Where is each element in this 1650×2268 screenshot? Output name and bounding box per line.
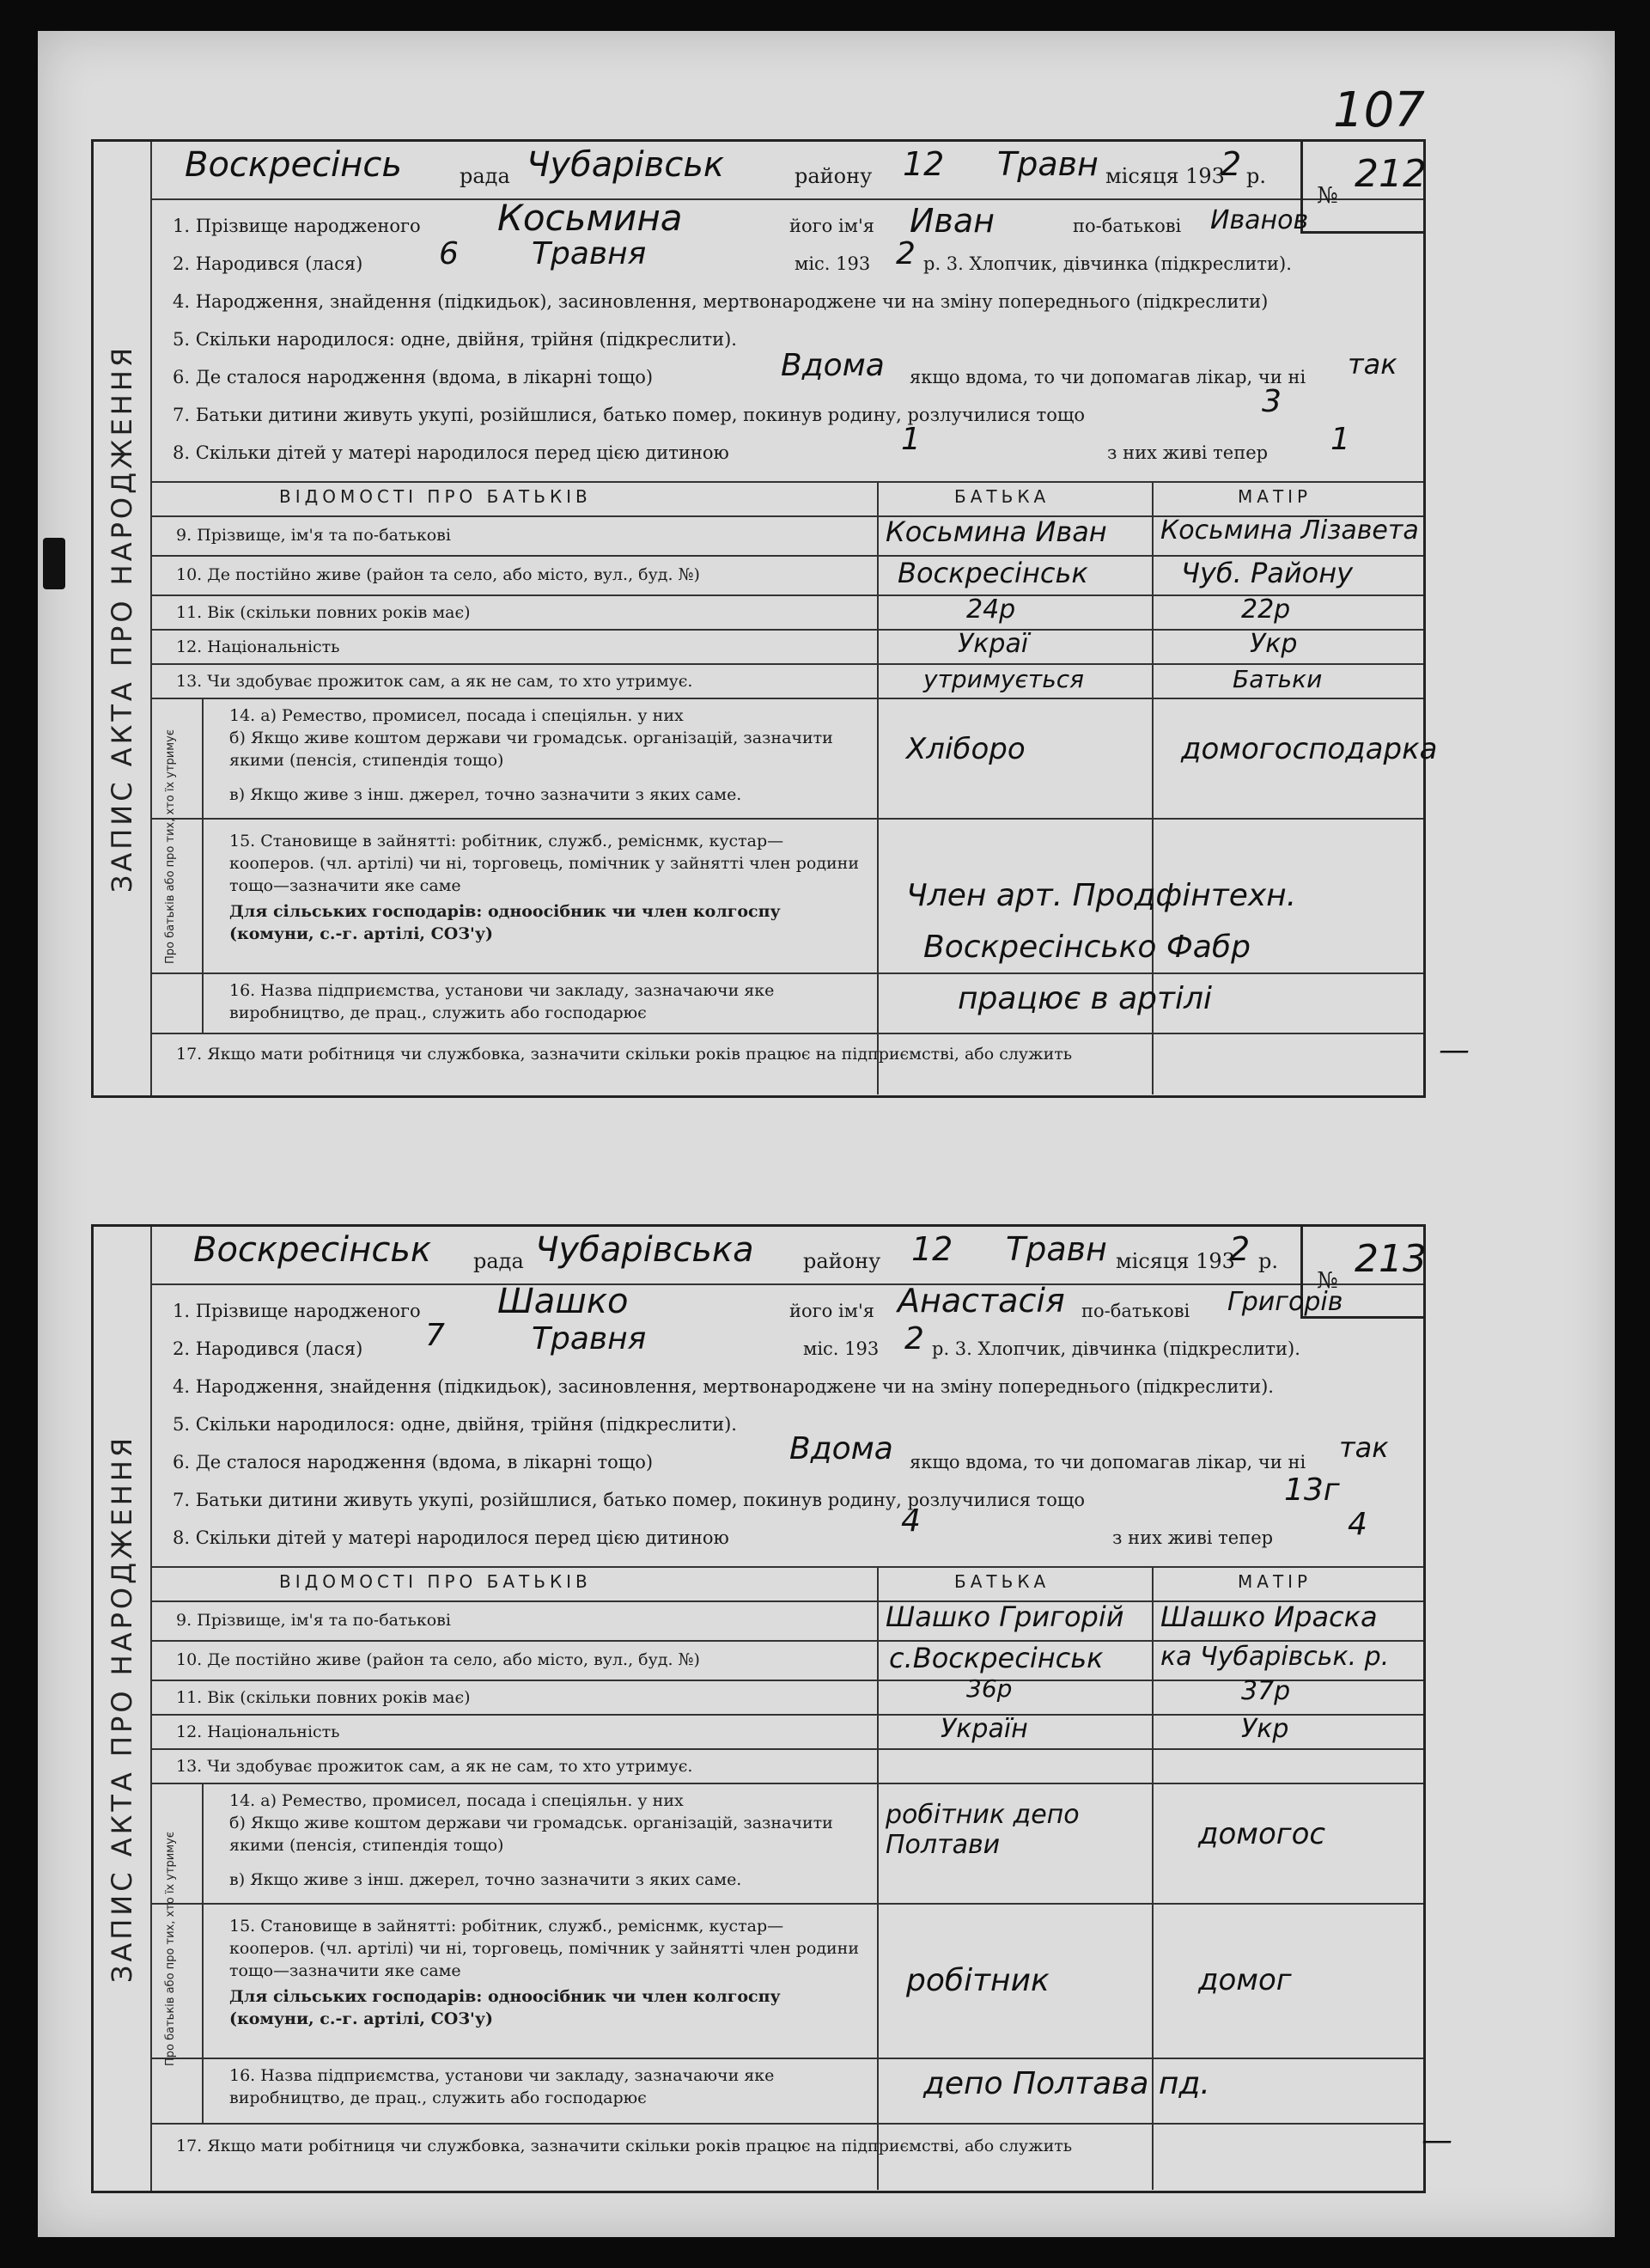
father-age: 24р [966, 594, 1016, 625]
council-hw: Воскресінськ [193, 1230, 432, 1270]
line-5: 5. Скільки народилося: одне, двійня, трійня (підкреслити). [173, 329, 737, 350]
mother-age: 37р [1241, 1676, 1291, 1706]
council-label: рада [473, 1249, 524, 1273]
line-2-year-label: міс. 193 [803, 1338, 880, 1359]
table-row: 9. Прізвище, ім'я та по-батькові Шашко Григорій Шашко Ираска [150, 1600, 1423, 1642]
workplace: депо Полтава пд. [923, 2066, 1210, 2101]
line-8-mid: з них живі тепер [1107, 442, 1269, 463]
mother-col-head: МАТІР [1238, 1571, 1312, 1592]
day-hw: 12 [903, 145, 945, 183]
birth-record-form-1 [91, 139, 1470, 1098]
birth-record-form-2 [91, 1224, 1452, 2193]
birth-month: Травня [532, 236, 647, 271]
line-2-rest: р. 3. Хлопчик, дівчинка (підкреслити). [932, 1338, 1300, 1359]
table-header-row [150, 483, 1423, 517]
doctor-helped: так [1339, 1431, 1389, 1464]
line-2-label: 2. Народився (лася) [173, 1338, 363, 1359]
line-6-rest: якщо вдома, то чи допомагав лікар, чи ні [910, 1452, 1306, 1472]
mother-col-head: МАТІР [1238, 486, 1312, 507]
line-4: 4. Народження, знайдення (підкидьок), засиновлення, мертвонароджене чи на зміну попереднього (підкреслити). [173, 1376, 1274, 1397]
month-label: місяця 193 [1116, 1249, 1235, 1273]
sidebar [94, 142, 152, 1095]
sidebar-title: ЗАПИС АКТА ПРО НАРОДЖЕННЯ [106, 344, 138, 893]
father-residence: Воскресінськ [898, 557, 1088, 589]
child-name: Анастасія [898, 1282, 1065, 1320]
table-row: 14. а) Ремество, промисел, посада і спеціяльн. у них б) Якщо живе коштом держави чи громадськ. організацій, зазначити якими (пенсія, стипендія тощо) в) Якщо живе з інш. джерел, точно зазначити з яких саме. робітник депо Полтави домогос [150, 1783, 1423, 1905]
table-title: ВІДОМОСТІ ПРО БАТЬКІВ [279, 486, 592, 507]
month-hw: Травн [1006, 1230, 1107, 1268]
child-patronymic: Григорів [1227, 1287, 1343, 1317]
line-1-label: 1. Прізвище народженого [173, 1301, 421, 1321]
line-2-year-label: міс. 193 [795, 253, 871, 274]
table-title: ВІДОМОСТІ ПРО БАТЬКІВ [279, 1571, 592, 1592]
children-alive: 4 [1348, 1507, 1367, 1542]
council-hw: Воскресінсь [185, 145, 402, 185]
line-8-label: 8. Скільки дітей у матері народилося перед цією дитиною [173, 442, 729, 463]
parents-status: 3 [1262, 384, 1282, 419]
father-age: 36р [966, 1674, 1013, 1703]
mother-occupation: домогосподарка [1181, 732, 1438, 766]
children-alive: 1 [1330, 422, 1350, 457]
mother-years-work: — [1439, 1033, 1470, 1068]
punch-hole [43, 538, 65, 589]
father-col-head: БАТЬКА [954, 486, 1050, 507]
father-employment: робітник [906, 1963, 1050, 1998]
birth-year: 2 [896, 236, 916, 271]
sidebar-sub: Про батьків або про тих, хто їх утримує [164, 1832, 177, 2066]
mother-support: Батьки [1233, 665, 1323, 693]
record-number: 213 [1355, 1237, 1427, 1281]
employment-status-2: Воскресінсько Фабр [923, 930, 1251, 965]
doctor-helped: так [1348, 348, 1397, 381]
father-nationality: Україн [941, 1714, 1028, 1744]
line-4: 4. Народження, знайдення (підкидьок), засиновлення, мертвонароджене чи на зміну попереднього (підкреслити) [173, 291, 1269, 312]
line-6-label: 6. Де сталося народження (вдома, в лікарні тощо) [173, 367, 654, 387]
mother-nationality: Укр [1241, 1714, 1289, 1744]
table-row: 10. Де постійно живе (район та село, або місто, вул., буд. №) Воскресінськ Чуб. Району [150, 555, 1423, 596]
line-8-mid: з них живі тепер [1112, 1527, 1274, 1548]
number-sign: № [1317, 183, 1338, 209]
birth-place: Вдома [789, 1431, 893, 1466]
birth-month: Травня [532, 1321, 647, 1357]
father-occupation: робітник депо Полтави [886, 1800, 1080, 1860]
father-col-head: БАТЬКА [954, 1571, 1050, 1592]
header [150, 142, 1423, 200]
table-row: 17. Якщо мати робітниця чи службовка, зазначити скільки років працює на підприємстві, або служить — [176, 1033, 1470, 1068]
line-8-label: 8. Скільки дітей у матері народилося перед цією дитиною [173, 1527, 729, 1548]
sidebar-title: ЗАПИС АКТА ПРО НАРОДЖЕННЯ [106, 1434, 138, 1984]
parents-table [150, 481, 1470, 1094]
year-hw: 2 [1221, 145, 1242, 183]
mother-age: 22р [1241, 594, 1291, 625]
father-nationality: Украї [958, 629, 1029, 659]
record-number: 212 [1355, 152, 1427, 196]
line-2-rest: р. 3. Хлопчик, дівчинка (підкреслити). [923, 253, 1292, 274]
father-residence: с.Воскресінськ [889, 1642, 1104, 1674]
table-row: 12. Національність Украї Укр [150, 629, 1423, 665]
number-sign: № [1317, 1268, 1338, 1294]
table-row: 16. Назва підприємства, установи чи закладу, зазначаючи яке виробництво, де прац., служить або господарює працює в артілі [150, 972, 1423, 1034]
table-row: 13. Чи здобуває прожиток сам, а як не сам, то хто утримує. [150, 1748, 1423, 1784]
table-row: 16. Назва підприємства, установи чи закладу, зазначаючи яке виробництво, де прац., служить або господарює депо Полтава пд. [150, 2058, 1423, 2125]
father-support: утримується [923, 665, 1084, 693]
father-occupation: Хліборо [906, 732, 1026, 766]
sidebar [94, 1227, 152, 2191]
day-hw: 12 [911, 1230, 953, 1268]
line-1-pat-label: по-батькові [1073, 216, 1182, 236]
header [150, 1227, 1423, 1285]
birth-year: 2 [904, 1321, 924, 1357]
employment-status: Член арт. Продфінтехн. [906, 878, 1297, 913]
child-surname: Шашко [497, 1282, 629, 1321]
parents-status: 13г [1284, 1472, 1340, 1508]
month-label: місяця 193 [1105, 164, 1225, 188]
child-patronymic: Иванов [1210, 205, 1309, 235]
council-label: рада [460, 164, 510, 188]
mother-nationality: Укр [1250, 629, 1298, 659]
table-row: 15. Становище в зайнятті: робітник, служб., реміснмк, кустар—кооперов. (чл. артілі) чи ні, торговець, помічник у зайнятті член родини тощо—зазначити яке саме Для сільських господарів: одноосібник чи член колгоспу (комуни, с.-г. артілі, СОЗ'у) робітник домог [150, 1903, 1423, 2059]
table-header-row [150, 1568, 1423, 1602]
year-label: р. [1258, 1249, 1278, 1273]
birth-day: 6 [439, 236, 459, 271]
mother-name: Косьмина Лізавета [1160, 515, 1419, 546]
prior-children: 1 [901, 422, 921, 457]
mother-occupation: домогос [1198, 1817, 1326, 1851]
line-1-pat-label: по-батькові [1081, 1301, 1190, 1321]
line-6-label: 6. Де сталося народження (вдома, в лікарні тощо) [173, 1452, 654, 1472]
prior-children: 4 [901, 1503, 921, 1539]
sidebar-sub: Про батьків або про тих, хто їх утримує [164, 729, 177, 964]
district-hw: Чубарівськ [527, 145, 725, 185]
father-name: Шашко Григорій [886, 1600, 1124, 1633]
line-7-label: 7. Батьки дитини живуть укупі, розійшлися, батько помер, покинув родину, розлучилися тощо [173, 405, 1086, 425]
workplace: працює в артілі [958, 981, 1213, 1016]
table-row: 14. а) Ремество, промисел, посада і спеціяльн. у них б) Якщо живе коштом держави чи громадськ. організацій, зазначити якими (пенсія, стипендія тощо) в) Якщо живе з інш. джерел, точно зазначити з яких саме. Хліборо домогосподарка [150, 698, 1423, 820]
month-hw: Травн [997, 145, 1099, 183]
line-2-label: 2. Народився (лася) [173, 253, 363, 274]
district-hw: Чубарівська [535, 1230, 754, 1270]
line-1-label: 1. Прізвище народженого [173, 216, 421, 236]
mother-residence: Чуб. Району [1181, 557, 1354, 589]
year-label: р. [1246, 164, 1266, 188]
father-name: Косьмина Иван [886, 515, 1107, 548]
line-7-label: 7. Батьки дитини живуть укупі, розійшлися, батько помер, покинув родину, розлучилися тощо [173, 1490, 1086, 1510]
folio-number: 107 [1333, 82, 1425, 138]
table-row: 15. Становище в зайнятті: робітник, служб., реміснмк, кустар—кооперов. (чл. артілі) чи ні, торговець, помічник у зайнятті член родини тощо—зазначити яке саме Для сільських господарів: одноосібник чи член колгоспу (комуни, с.-г. артілі, СОЗ'у) Член арт. Продфінтехн. Воскресінсько Фабр [150, 818, 1423, 974]
table-row: 13. Чи здобуває прожиток сам, а як не сам, то хто утримує. утримується Батьки [150, 663, 1423, 699]
record-number-box [1300, 139, 1426, 234]
table-row: 11. Вік (скільки повних років має) 36р 37р [150, 1680, 1423, 1716]
table-row: 12. Національність Україн Укр [150, 1714, 1423, 1750]
table-row: 17. Якщо мати робітниця чи службовка, зазначити скільки років працює на підприємстві, або служить — [176, 2123, 1452, 2158]
mother-employment: домог [1198, 1963, 1292, 1997]
mother-name: Шашко Ираска [1160, 1600, 1378, 1633]
mother-residence: ка Чубарівськ. р. [1160, 1642, 1390, 1672]
child-name: Иван [910, 202, 995, 240]
mother-years-work: — [1422, 2123, 1452, 2158]
line-5: 5. Скільки народилося: одне, двійня, трійня (підкреслити). [173, 1414, 737, 1435]
district-label: району [803, 1249, 881, 1273]
line-6-rest: якщо вдома, то чи допомагав лікар, чи ні [910, 367, 1306, 387]
birth-place: Вдома [781, 348, 885, 383]
child-surname: Косьмина [497, 197, 683, 239]
table-row: 10. Де постійно живе (район та село, або місто, вул., буд. №) с.Воскресінськ ка Чубарівськ. р. [150, 1640, 1423, 1681]
table-row: 11. Вік (скільки повних років має) 24р 22р [150, 594, 1423, 631]
district-label: району [795, 164, 873, 188]
birth-day: 7 [425, 1318, 445, 1353]
parents-table [150, 1566, 1452, 2190]
year-hw: 2 [1229, 1230, 1251, 1268]
table-row: 9. Прізвище, ім'я та по-батькові Косьмина Иван Косьмина Лізавета [150, 515, 1423, 557]
line-1-name-label: його ім'я [789, 216, 875, 236]
line-1-name-label: його ім'я [789, 1301, 875, 1321]
